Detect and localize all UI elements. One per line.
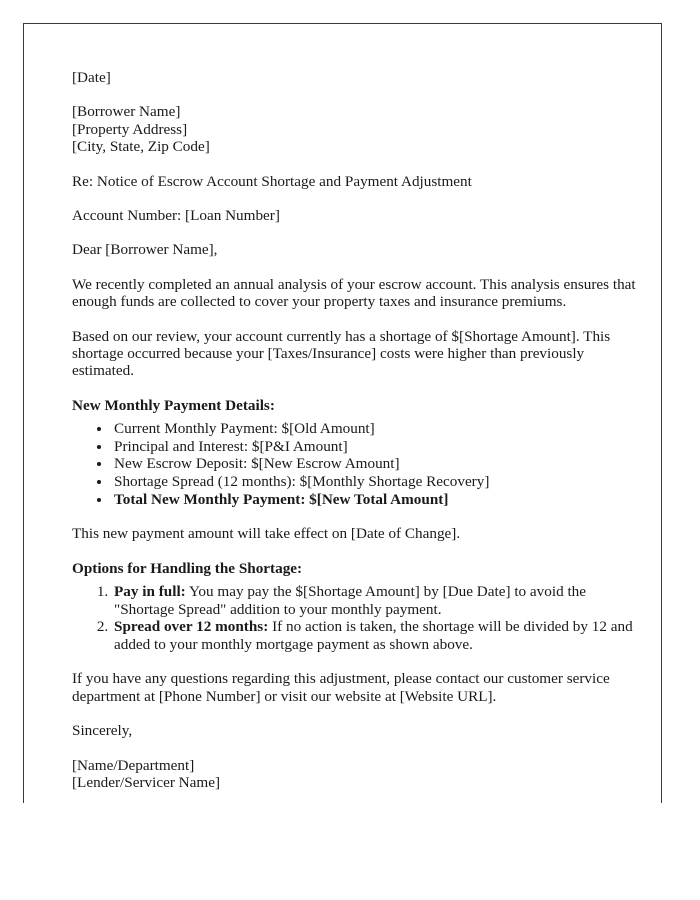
list-item: • New Escrow Deposit: $[New Escrow Amount]: [112, 455, 642, 473]
document-page-frame: [23, 23, 662, 803]
subject-line: Re: Notice of Escrow Account Shortage and Payment Adjustment: [72, 172, 472, 190]
paragraph-contact: If you have any questions regarding this adjustment, please contact our customer service department at [Phone Number] or visit our website at [Website URL].: [72, 670, 610, 705]
signature-block: [72, 757, 642, 792]
option-lead-label: Pay in full:: [114, 583, 186, 601]
list-item: • Principal and Interest: $[P&I Amount]: [112, 438, 642, 456]
paragraph-shortage: Based on our review, your account currently has a shortage of $[Shortage Amount]. This shortage occurred because your [Taxes/Insurance] costs were higher than previously estimated.: [72, 327, 611, 380]
option-body-text: You may pay the $[Shortage Amount] by [Due Date] to avoid the "Shortage Spread" addition to your monthly payment.: [114, 583, 587, 618]
options-list: [72, 583, 642, 653]
signature-lender-name: [Lender/Servicer Name]: [72, 774, 220, 792]
signature-name-department: [Name/Department]: [72, 756, 195, 774]
letter-body: [72, 69, 642, 791]
option-lead-label: Spread over 12 months:: [114, 618, 269, 636]
salutation: Dear [Borrower Name],: [72, 241, 218, 259]
account-number-line: Account Number: [Loan Number]: [72, 207, 280, 225]
list-item-total: • Total New Monthly Payment: $[New Total Amount]: [112, 491, 642, 509]
list-item-option-pay-in-full: [112, 583, 642, 618]
date-line: [Date]: [72, 69, 111, 86]
list-item: • Current Monthly Payment: $[Old Amount]: [112, 420, 642, 438]
recipient-property-address: [Property Address]: [72, 120, 188, 138]
recipient-city-state-zip: [City, State, Zip Code]: [72, 138, 210, 156]
payment-details-list: [72, 420, 642, 508]
spacer: [72, 156, 642, 173]
recipient-name: [Borrower Name]: [72, 103, 181, 121]
payment-details-heading: New Monthly Payment Details:: [72, 396, 275, 414]
list-item: • Shortage Spread (12 months): $[Monthly Shortage Recovery]: [112, 473, 642, 491]
options-heading: Options for Handling the Shortage:: [72, 559, 303, 577]
recipient-address-block: [72, 103, 642, 155]
paragraph-intro: We recently completed an annual analysis of your escrow account. This analysis ensures that enough funds are collected to cover your property taxes and insurance premiums.: [72, 275, 636, 311]
closing-salutation: Sincerely,: [72, 722, 133, 740]
list-item-option-spread: [112, 618, 642, 653]
paragraph-effective-date: This new payment amount will take effect on [Date of Change].: [72, 525, 461, 543]
option-body-text: If no action is taken, the shortage will be divided by 12 and added to your monthly mortgage payment as shown above.: [114, 618, 633, 653]
